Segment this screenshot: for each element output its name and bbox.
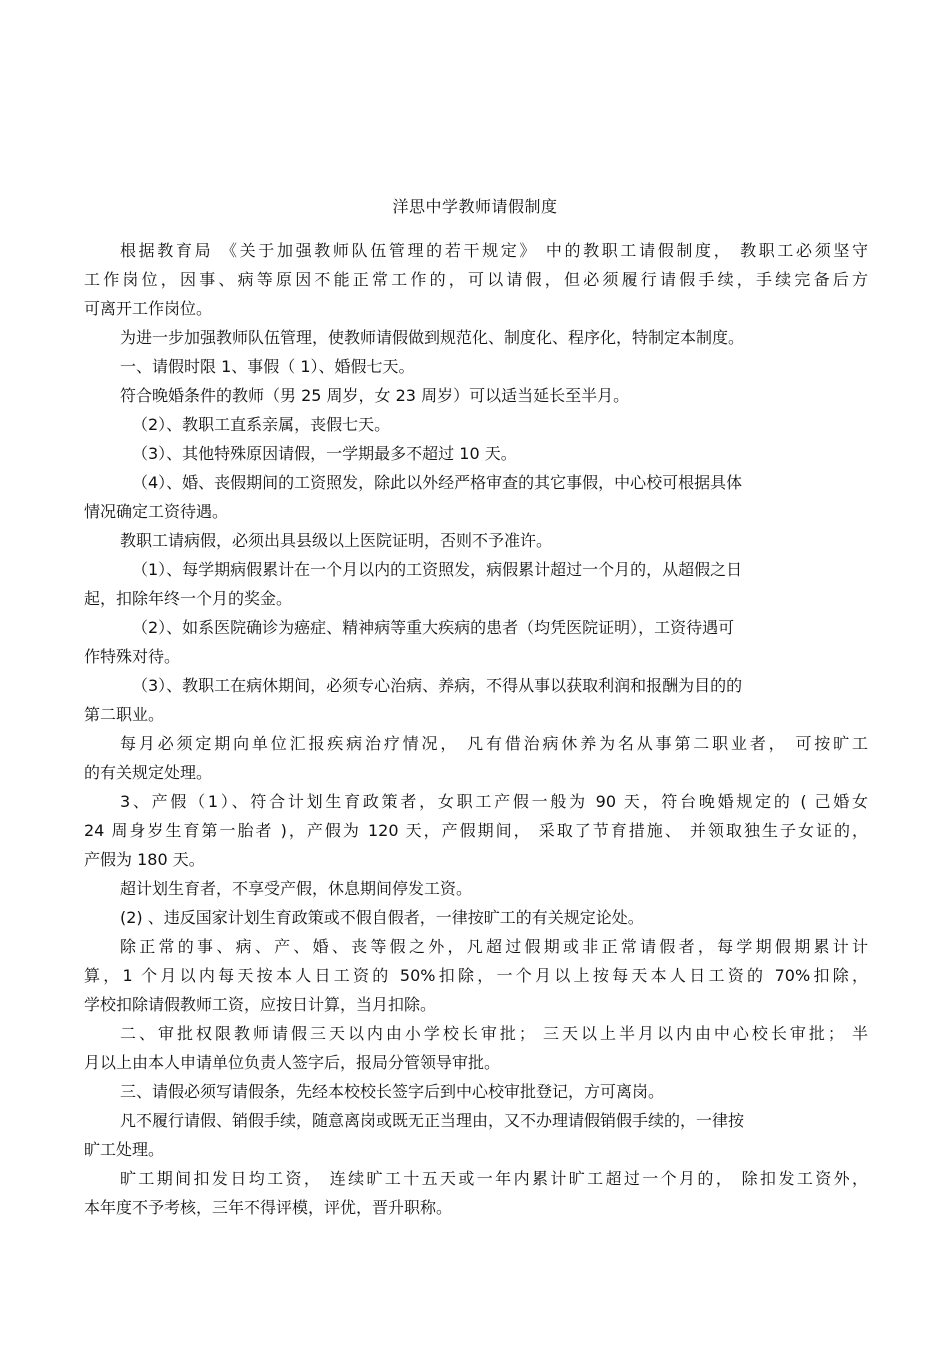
- text-line: 为进一步加强教师队伍管理，使教师请假做到规范化、制度化、程序化，特制定本制度。: [120, 328, 745, 347]
- text-line: 3、产假（1）、符合计划生育政策者，女职工产假一般为 90 天，符台晚婚规定的 ( 己婚女: [120, 792, 868, 811]
- document-body: [84, 236, 868, 1222]
- text-line: (2) 、违反国家计划生育政策或不假自假者，一律按旷工的有关规定论处。: [120, 908, 644, 927]
- paragraph-funeral-leave: [84, 410, 868, 439]
- paragraph-sick-leave-1: [84, 555, 868, 613]
- text-line: （4）、婚、丧假期间的工资照发，除此以外经严格审查的其它事假，中心校可根据具体: [132, 473, 743, 492]
- text-line: 算，1 个月以内每天按本人日工资的 50%扣除，一个月以上按每天本人日工资的 70%扣除，: [84, 966, 868, 985]
- text-line: （2）、如系医院确诊为癌症、精神病等重大疾病的患者（均凭医院证明），工资待遇可: [132, 618, 735, 637]
- text-line: （3）、其他特殊原因请假，一学期最多不超过 10 天。: [132, 444, 517, 463]
- text-line: 本年度不予考核，三年不得评模，评优，晋升职称。: [84, 1198, 453, 1217]
- paragraph-leave-limits: [84, 352, 868, 381]
- text-line: 符合晚婚条件的教师（男 25 周岁，女 23 周岁）可以适当延长至半月。: [120, 386, 630, 405]
- paragraph-approval-authority: [84, 1019, 868, 1077]
- text-line: 可离开工作岗位。: [84, 299, 213, 318]
- text-line: 产假为 180 天。: [84, 850, 205, 869]
- paragraph-sick-leave-3: [84, 671, 868, 729]
- paragraph-maternity-leave: [84, 787, 868, 874]
- text-line: 月以上由本人申请单位负责人签字后，报局分管领导审批。: [84, 1053, 501, 1072]
- text-line: 三、请假必须写请假条，先经本校校长签字后到中心校审批登记，方可离岗。: [120, 1082, 665, 1101]
- paragraph-leave-note: [84, 1077, 868, 1106]
- text-line: 一、请假时限 1、事假（ 1）、婚假七天。: [120, 357, 415, 376]
- text-line: 起，扣除年终一个月的奖金。: [84, 589, 293, 608]
- text-line: 凡不履行请假、销假手续，随意离岗或既无正当理由，又不办理请假销假手续的，一律按: [120, 1111, 745, 1130]
- text-line: 学校扣除请假教师工资，应按日计算，当月扣除。: [84, 995, 437, 1014]
- text-line: 工作岗位，因事、病等原因不能正常工作的，可以请假，但必须履行请假手续，手续完备后方: [84, 270, 868, 289]
- paragraph-absenteeism-penalty: [84, 1164, 868, 1222]
- paragraph-salary-during-leave: [84, 468, 868, 526]
- paragraph-policy-violation: [84, 903, 868, 932]
- paragraph-sick-leave: [84, 526, 868, 555]
- text-line: （2）、教职工直系亲属，丧假七天。: [132, 415, 391, 434]
- paragraph-monthly-report: [84, 729, 868, 787]
- text-line: （1）、每学期病假累计在一个月以内的工资照发，病假累计超过一个月的，从超假之日: [132, 560, 743, 579]
- paragraph-over-quota: [84, 874, 868, 903]
- document-title: 洋思中学教师请假制度: [392, 197, 558, 216]
- paragraph-deductions: [84, 932, 868, 1019]
- text-line: 超计划生育者，不享受产假，休息期间停发工资。: [120, 879, 473, 898]
- text-line: 第二职业。: [84, 705, 165, 724]
- text-line: 作特殊对待。: [84, 647, 181, 666]
- text-line: 教职工请病假，必须出具县级以上医院证明，否则不予准许。: [120, 531, 553, 550]
- paragraph-late-marriage: [84, 381, 868, 410]
- text-line: 旷工处理。: [84, 1140, 165, 1159]
- text-line: 旷工期间扣发日均工资， 连续旷工十五天或一年内累计旷工超过一个月的， 除扣发工资外，: [120, 1169, 868, 1188]
- text-line: 的有关规定处理。: [84, 763, 213, 782]
- paragraph-sick-leave-2: [84, 613, 868, 671]
- paragraph-purpose: [84, 323, 868, 352]
- text-line: 情况确定工资待遇。: [84, 502, 229, 521]
- text-line: 根据教育局 《关于加强教师队伍管理的若干规定》 中的教职工请假制度， 教职工必须坚守: [120, 241, 868, 260]
- paragraph-intro: [84, 236, 868, 323]
- paragraph-absenteeism: [84, 1106, 868, 1164]
- text-line: （3）、教职工在病休期间，必须专心治病、养病，不得从事以获取利润和报酬为目的的: [132, 676, 743, 695]
- paragraph-special-leave: [84, 439, 868, 468]
- text-line: 除正常的事、病、产、婚、丧等假之外，凡超过假期或非正常请假者，每学期假期累计计: [120, 937, 868, 956]
- text-line: 每月必须定期向单位汇报疾病治疗情况， 凡有借治病休养为名从事第二职业者， 可按旷工: [120, 734, 868, 753]
- text-line: 二、审批权限教师请假三天以内由小学校长审批； 三天以上半月以内由中心校长审批； 半: [120, 1024, 868, 1043]
- text-line: 24 周身岁生育第一胎者 )，产假为 120 天，产假期间， 采取了节育措施、 并领取独生子女证的，: [84, 821, 868, 840]
